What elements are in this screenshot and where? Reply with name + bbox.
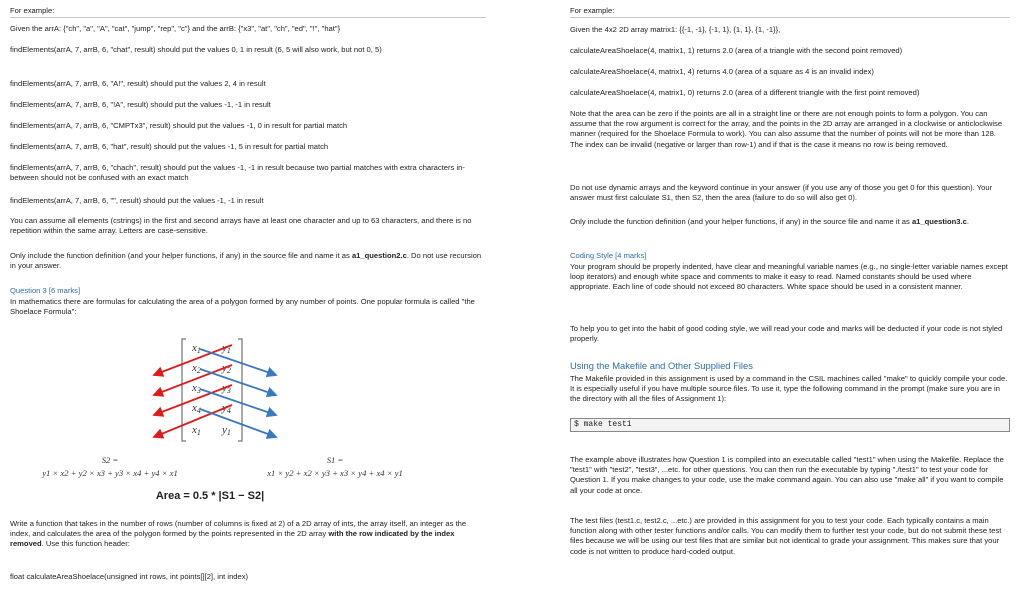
example-label: For example: xyxy=(10,6,55,15)
s2-formula: y1 × x2 + y2 × x3 + y3 × x4 + y4 × x1 xyxy=(42,468,178,478)
y-label: 4 xyxy=(226,406,231,415)
x-label: x4 xyxy=(192,402,201,415)
y-label: 3 xyxy=(226,386,231,395)
bold-phrase: with the row indicated by the index removed xyxy=(10,529,455,549)
restriction-text: Do not use dynamic arrays and the keyword continue in your answer (if you use any of those you get 0 for this question). Your answer must first calculate S1, then S2, then the area (failure to do so will also get 0). xyxy=(570,183,993,203)
example-line: findElements(arrA, 7, arrB, 6, "chat", result) should put the values 0, 1 in result (6, 5 will also work, but not 0, 5) xyxy=(10,45,382,54)
area-formula: Area = 0.5 * |S1 − S2| xyxy=(155,490,265,502)
example-line: findElements(arrA, 7, arrB, 6, "hat", result) should put the values -1, 5 in result for partial match xyxy=(10,142,329,151)
blue-arrow xyxy=(200,369,276,395)
example-call: calculateAreaShoelace(4, matrix1, 1) returns 2.0 (area of a triangle with the second point removed) xyxy=(570,46,903,55)
x-label: x1 xyxy=(192,342,201,355)
example-line: findElements(arrA, 7, arrB, 6, "!A", result) should put the values -1, -1 in result xyxy=(10,100,271,109)
question3-heading: Question 3 [6 marks] xyxy=(10,286,81,295)
y-label: 1 xyxy=(226,346,231,355)
makefile-usage-text: The example above illustrates how Question 1 is compiled into an executable called "test1" when using the Makefile. Replace the "test1" with "test2", "test3", ...etc. for other questions. You can then run the executable by typing "./test1" to test your code for Question 1. If you make changes to your code, use the make command again. You can also use "make all" if you want to compile all your code at once. xyxy=(570,455,1004,495)
filename: a1_question3.c xyxy=(911,217,967,226)
filename: a1_question2.c xyxy=(351,251,407,260)
example-line: findElements(arrA, 7, arrB, 6, "", result) should put the values -1, -1 in result xyxy=(10,196,264,205)
function-header: float calculateAreaShoelace(unsigned int rows, int points[][2], int index) xyxy=(10,572,249,581)
makefile-text: The Makefile provided in this assignment is used by a command in the CSIL machines called "make" to quickly compile your code. It is especially useful if you have multiple source files. To use it, type the following command in the prompt (make sure you are in the directory with all the files of Assignment 1): xyxy=(570,374,1008,404)
coding-style-heading: Coding Style [4 marks] xyxy=(570,251,647,260)
command-box: $ make test1 xyxy=(570,418,1010,432)
blue-arrow xyxy=(200,389,276,415)
example-call: calculateAreaShoelace(4, matrix1, 4) returns 4.0 (area of a square as 4 is an invalid index) xyxy=(570,67,874,76)
right-page xyxy=(512,0,1024,604)
example-label: For example: xyxy=(570,6,615,15)
assumption-text: You can assume all elements (cstrings) in the first and second arrays have at least one character and up to 63 characters, and there is no repetition within the same array. Letters are case-sensitive. xyxy=(10,216,472,236)
question3-intro: In mathematics there are formulas for calculating the area of a polygon formed by any number of points. One popular formula is called "the Shoelace Formula": xyxy=(10,297,475,317)
include-instruction: Only include the function definition (and your helper functions, if any) in the source file and name it as a1_question2.c. Do not use recursion in your answer. xyxy=(10,251,482,271)
example-line: findElements(arrA, 7, arrB, 6, "A!", result) should put the values 2, 4 in result xyxy=(10,79,266,88)
example-call: calculateAreaShoelace(4, matrix1, 0) returns 2.0 (area of a different triangle with the first point removed) xyxy=(570,88,920,97)
include-instruction: Only include the function definition (and your helper functions, if any) in the source file and name it as a1_question3.c. xyxy=(570,217,969,226)
divider xyxy=(10,17,486,18)
example-line: findElements(arrA, 7, arrB, 6, "CMPTx3", result) should put the values -1, 0 in result for partial match xyxy=(10,121,348,130)
left-page xyxy=(0,0,500,604)
s2-block xyxy=(10,455,210,478)
makefile-heading: Using the Makefile and Other Supplied Files xyxy=(570,360,753,371)
example-line: findElements(arrA, 7, arrB, 6, "chach", result) should put the values -1, -1 in result because two partial matches with extra characters in-between should not be confused with an exact match xyxy=(10,163,465,183)
blue-arrow xyxy=(200,349,276,375)
task-description: Write a function that takes in the number of rows (number of columns is fixed at 2) of a 2D array of ints, the array itself, an integer as the index, and calculates the area of the polygon formed by the points represented in the 2D array with the row indicated by the index removed. Use this function header: xyxy=(10,519,467,549)
s1-label: S1 = xyxy=(326,455,344,465)
x-label: x1 xyxy=(192,424,201,437)
style-habit-text: To help you to get into the habit of good coding style, we will read your code and marks will be deducted if your code is not styled properly. xyxy=(570,324,1003,344)
given-matrix: Given the 4x2 2D array matrix1: {{-1, -1}, {-1, 1}, {1, 1}, {1, -1}}, xyxy=(570,25,781,34)
s1-formula: x1 × y2 + x2 × y3 + x3 × y4 + x4 × y1 xyxy=(267,468,403,478)
note-text: Note that the area can be zero if the points are all in a straight line or there are not enough points to form a polygon. You can assume that the row argument is correct for the array, and the points in the 2D array are arranged in a clockwise or anticlockwise manner (required for the Shoelace Formula to work). You can also assume that the number of points will not be more than 128. The index can be invalid (negative or larger than row-1) and if that is the case it means no row is being removed. xyxy=(570,109,1003,149)
coding-style-text: Your program should be properly indented, have clear and meaningful variable names (e.g., no single-letter variable names except loop iterators) and enough white space and comments to make it easy to read. Named constants should be used where appropriate. Each line of code should not exceed 80 characters. White space should be used in a consistent manner. xyxy=(570,262,1008,292)
y-label: 2 xyxy=(226,366,231,375)
s1-block xyxy=(230,455,440,478)
s2-label: S2 = xyxy=(101,455,119,465)
blue-arrow xyxy=(200,409,276,437)
test-files-text: The test files (test1.c, test2.c, ...etc.) are provided in this assignment for you to test your code. Each typically contains a main function along with other tester functions and/or calls. You can modify them to further test your code, but do not submit these test files because we will be using our test files that are similar but not identical to grade your assignment. This makes sure that your code is not written to produce hard-coded output. xyxy=(570,516,1002,556)
divider xyxy=(570,17,1010,18)
x-label: x3 xyxy=(192,382,201,395)
shoelace-diagram xyxy=(140,333,290,445)
y-label: y1 xyxy=(222,424,231,437)
x-label: x2 xyxy=(192,362,201,375)
given-arrays: Given the arrA: {"ch", "a", "A", "cat", "jump", "rep", "c"} and the arrB: {"x3", "at", "ch", "ed", "!", "hat"} xyxy=(10,24,341,33)
